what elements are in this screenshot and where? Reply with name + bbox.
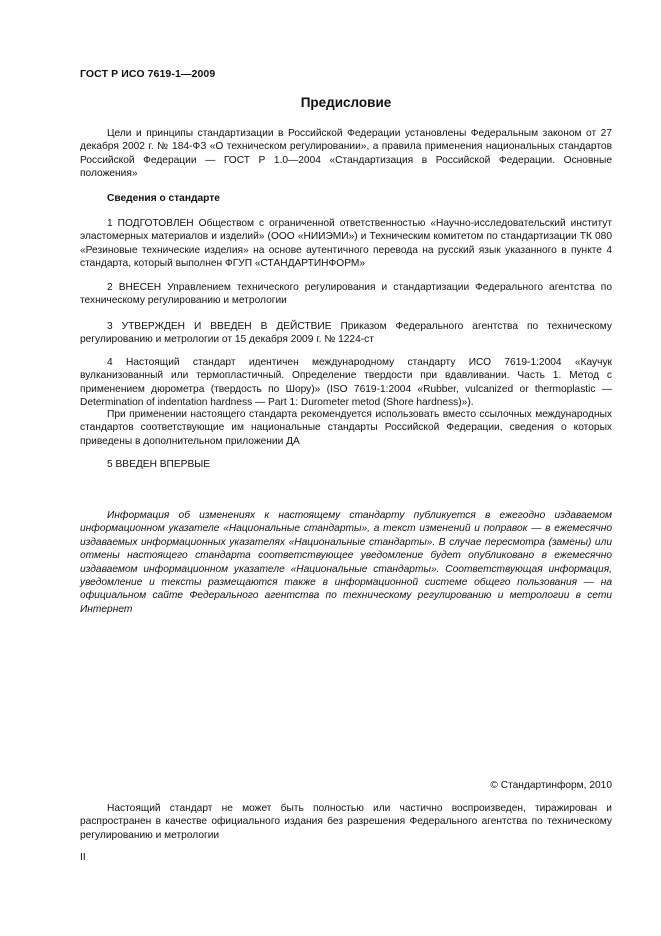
copyright-line: © Стандартинформ, 2010 [490, 780, 612, 791]
standard-code-header: ГОСТ Р ИСО 7619-1—2009 [80, 68, 216, 80]
section-subtitle: Сведения о стандарте [107, 193, 220, 204]
item-3-paragraph: 3 УТВЕРЖДЕН И ВВЕДЕН В ДЕЙСТВИЕ Приказом Федерального агентства по техническому регулированию и метрологии от 15 декабря 2009 г. № 1224-ст [80, 321, 612, 346]
item-2-paragraph: 2 ВНЕСЕН Управлением технического регулирования и стандартизации Федерального агентства по техническому регулированию и метрологии [80, 282, 612, 307]
intro-paragraph: Цели и принципы стандартизации в Российской Федерации установлены Федеральным законом от 27 декабря 2002 г. № 184-ФЗ «О техническом регулировании», а правила применения национальных стандартов Российской Федерации — ГОСТ Р 1.0—2004 «Стандартизация в Российской Федерации. Основные положения» [80, 128, 612, 180]
item-5-paragraph: 5 ВВЕДЕН ВПЕРВЫЕ [107, 459, 211, 470]
page-number: II [80, 852, 86, 863]
changes-notice-paragraph: Информация об изменениях к настоящему стандарту публикуется в ежегодно издаваемом информационном указателе «Национальные стандарты», а текст изменений и поправок — в ежемесячно издаваемых информационных указателях «Национальные стандарты». В случае пересмотра (замены) или отмены настоящего стандарта соответствующее уведомление будет опубликовано в ежемесячно издаваемом информационном указателе «Национальные стандарты». Соответствующая информация, уведомление и тексты размещаются также в информационной системе общего пользования — на официальном сайте Федерального агентства по техническому регулированию и метрологии в сети Интернет [80, 510, 612, 615]
item-1-paragraph: 1 ПОДГОТОВЛЕН Обществом с ограниченной ответственностью «Научно-исследовательский институт эластомерных материалов и изделий» (ООО «НИИЭМИ») и Техническим комитетом по стандартизации ТК 080 «Резиновые технические изделия» на основе аутентичного перевода на русский язык указанного в пункте 4 стандарта, который выполнен ФГУП «СТАНДАРТИНФОРМ» [80, 218, 612, 270]
item-4-paragraph: 4 Настоящий стандарт идентичен международному стандарту ИСО 7619-1:2004 «Каучук вулканизованный или термопластичный. Определение твердости при вдавливании. Часть 1. Метод с применением дюрометра (твердость по Шору)» (ISO 7619-1:2004 «Rubber, vulcanized or thermoplastic — Determination of indentation hardness — Part 1: Durometer metod (Shore hardness)»). [80, 357, 612, 409]
item-4-note-paragraph: При применении настоящего стандарта рекомендуется использовать вместо ссылочных международных стандартов соответствующие им национальные стандарты Российской Федерации, сведения о которых приведены в дополнительном приложении ДА [80, 409, 612, 447]
page-title: Предисловие [300, 95, 392, 110]
reproduction-notice-paragraph: Настоящий стандарт не может быть полностью или частично воспроизведен, тиражирован и распространен в качестве официального издания без разрешения Федерального агентства по техническому регулированию и метрологии [80, 803, 612, 841]
